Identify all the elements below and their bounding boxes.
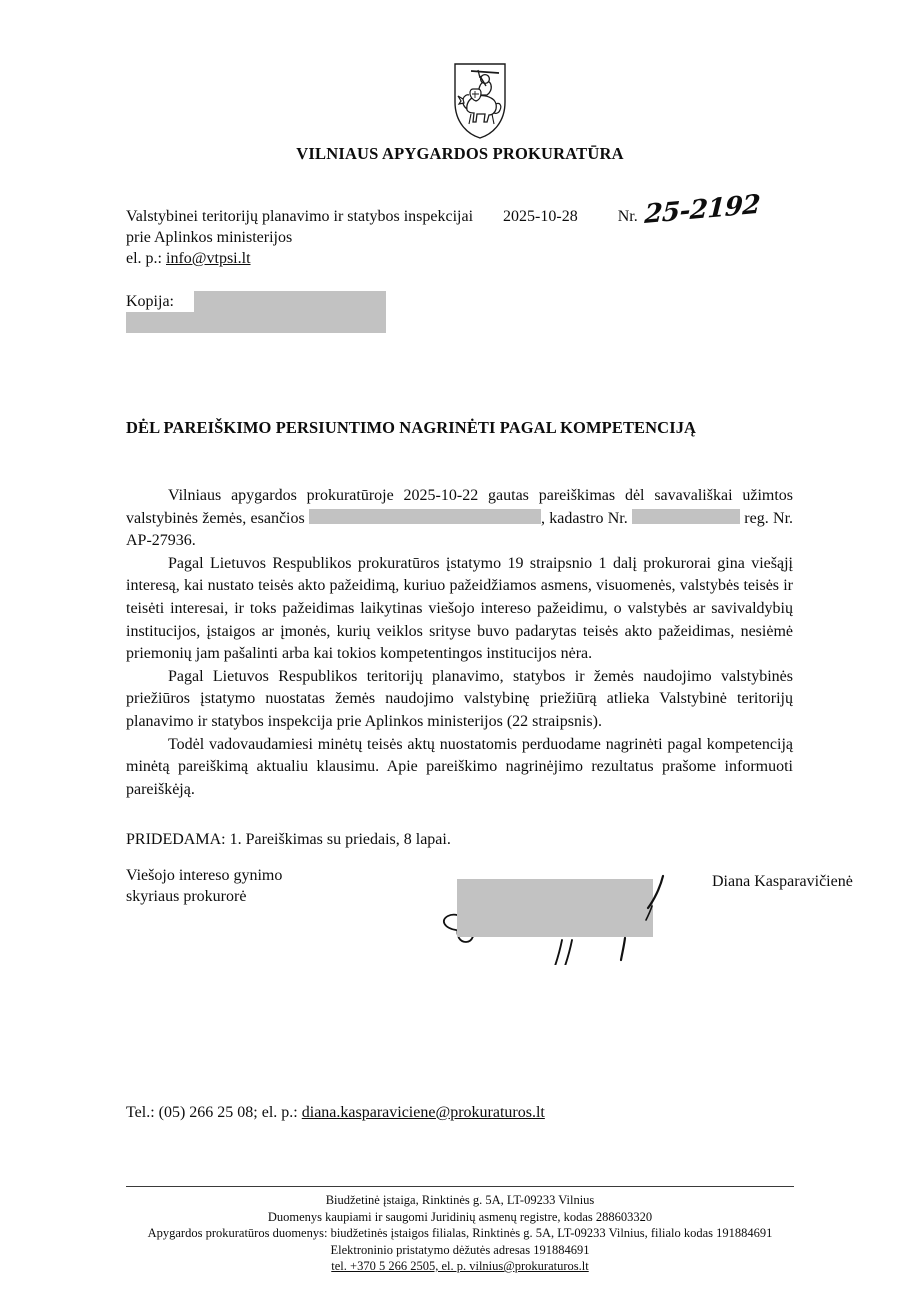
contact-line — [126, 1104, 545, 1122]
footer-divider — [126, 1186, 794, 1187]
redaction-box-copy-line1 — [194, 291, 386, 312]
footer-line-1: Biudžetinė įstaiga, Rinktinės g. 5A, LT-09233 Vilnius — [325, 1193, 595, 1207]
document-date: 2025-10-28 — [503, 208, 578, 225]
body-paragraph-1 — [126, 485, 793, 553]
document-body — [126, 485, 793, 801]
addressee-line-2: prie Aplinkos ministerijos — [126, 229, 293, 246]
body-p1-part2: , kadastro Nr. — [541, 509, 633, 527]
lithuanian-vytis-coat-of-arms-icon — [449, 62, 511, 140]
body-p1-part1: Vilniaus apygardos prokuratūroje 2025-10-22 gautas pareiškimas dėl savavališkai užimtos valstybinės žemės, esančios — [126, 487, 793, 527]
footer-line-2: Duomenys kaupiami ir saugomi Juridinių asmenų registre, kodas 288603320 — [267, 1209, 653, 1224]
copy-recipient-block — [126, 291, 176, 312]
signatory-role-line-2: skyriaus prokurorė — [126, 888, 247, 905]
signatory-role-line-1: Viešojo intereso gynimo — [126, 867, 283, 884]
handwritten-signature — [410, 850, 690, 965]
body-paragraph-3: Pagal Lietuvos Respublikos teritorijų planavimo, statybos ir žemės naudojimo valstybinės priežiūros įstatymo nuostatas žemės naudojimo valstybinę priežiūrą atlieka Valstybinė teritorijų planavimo ir statybos inspekcija prie Aplinkos ministerijos (22 straipsnis). — [126, 667, 793, 730]
contact-email-link[interactable]: diana.kasparaviciene@prokuraturos.lt — [301, 1104, 545, 1121]
redaction-box-signature — [457, 879, 653, 937]
addressee-email-link[interactable]: info@vtpsi.lt — [166, 250, 251, 267]
redaction-box-land-location — [309, 509, 541, 524]
footer-line-5: tel. +370 5 266 2505, el. p. vilnius@prokuraturos.lt — [331, 1259, 589, 1273]
redaction-box-copy-line2 — [126, 312, 386, 333]
signatory-role — [126, 865, 282, 907]
contact-prefix: Tel.: (05) 266 25 08; el. p.: — [126, 1104, 302, 1121]
page-footer — [0, 1192, 920, 1275]
body-paragraph-2: Pagal Lietuvos Respublikos prokuratūros įstatymo 19 straipsnio 1 dalį prokurorai gina viešąjį interesą, kai nustato teisės akto pažeidimą, kuriuo pažeidžiamos asmens, visuomenės, valstybės teisės ir teisėti interesai, ir toks pažeidimas laikytinas viešojo intereso pažeidimu, o valstybės ar savivaldybių institucijos, įstaigos ar įmonės, kurių veiklos srityse buvo padarytas teisės akto pažeidimas, nesiėmė priemonių jam pašalinti arba kai tokios kompetentingos institucijos nėra. — [126, 554, 793, 663]
addressee-email-label: el. p.: — [126, 250, 166, 267]
addressee-email-row — [126, 248, 760, 269]
body-p1-part3: reg. Nr. AP-27936. — [126, 509, 794, 550]
document-subject-heading: DĖL PAREIŠKIMO PERSIUNTIMO NAGRINĖTI PAGAL KOMPETENCIJĄ — [126, 418, 697, 437]
addressee-line-1: Valstybinei teritorijų planavimo ir statybos inspekcijai — [126, 208, 474, 225]
attachment-line: PRIDEDAMA: 1. Pareiškimas su priedais, 8 lapai. — [126, 831, 451, 848]
addressee-block — [126, 189, 761, 269]
copy-label: Kopija: — [126, 293, 174, 310]
organization-title: VILNIAUS APYGARDOS PROKURATŪRA — [296, 144, 624, 163]
document-nr-handwritten: 25-2192 — [643, 189, 761, 231]
footer-line-4: Elektroninio pristatymo dėžutės adresas 191884691 — [330, 1242, 590, 1257]
body-paragraph-4: Todėl vadovaudamiesi minėtų teisės aktų nuostatomis perduodame nagrinėti pagal kompetenciją minėtą pareiškimą aktualiu klausimu. Apie pareiškimo nagrinėjimo rezultatus prašome informuoti pareiškėją. — [126, 735, 793, 798]
document-nr-label: Nr. — [617, 208, 638, 225]
redaction-box-cadastral-nr — [632, 509, 740, 524]
footer-line-3: Apygardos prokuratūros duomenys: biudžetinės įstaigos filialas, Rinktinės g. 5A, LT-09233 Vilnius, filialo kodas 191884691 — [147, 1226, 773, 1240]
signatory-name: Diana Kasparavičienė — [712, 873, 853, 890]
